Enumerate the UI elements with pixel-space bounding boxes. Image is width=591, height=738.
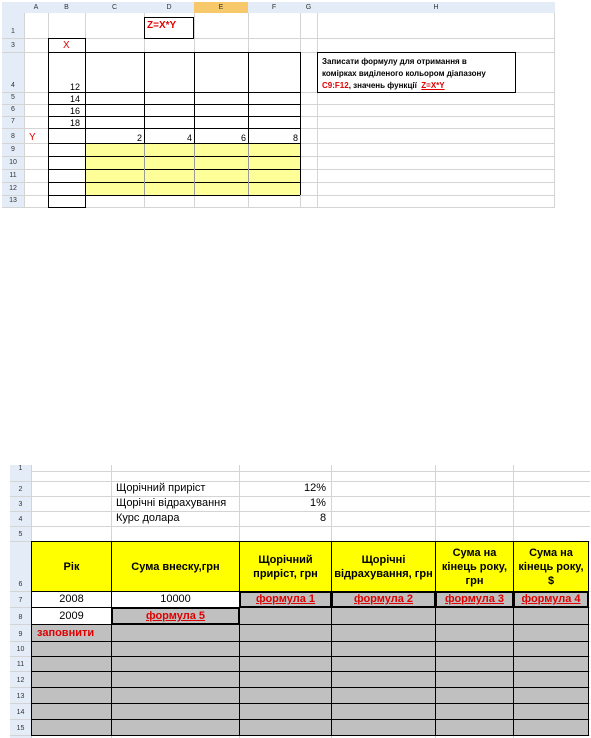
header-end-sum-usd[interactable]: Сума на кінець року, $ xyxy=(513,541,589,592)
x-values-column xyxy=(48,52,86,208)
spreadsheet-top xyxy=(2,2,555,208)
formula-title-text: Z=X*Y xyxy=(147,20,177,31)
x-value-2: 14 xyxy=(70,94,81,104)
header-growth[interactable]: Щорічний приріст, грн xyxy=(239,541,332,592)
param-growth-label: Щорічний приріст xyxy=(116,482,206,494)
param-rate-value[interactable]: 8 xyxy=(320,512,327,524)
col-header-h[interactable]: H xyxy=(317,2,555,13)
cell-formula-4[interactable]: формула 4 xyxy=(513,591,589,608)
row-num-9[interactable]: 9 xyxy=(10,631,31,641)
param-rate-label: Курс долара xyxy=(116,512,180,524)
cell-formula-2[interactable]: формула 2 xyxy=(331,591,436,608)
y-value-3: 6 xyxy=(241,133,247,143)
header-deductions[interactable]: Щорічні відрахування, грн xyxy=(331,541,436,592)
grid-c-top[interactable] xyxy=(85,52,145,144)
task-note-line1: Записати формулу для отримання в xyxy=(322,57,467,66)
cell-a7-year[interactable]: 2008 xyxy=(31,591,112,608)
x-value-4: 18 xyxy=(70,118,81,128)
cell-formula-5[interactable]: формула 5 xyxy=(111,607,240,625)
param-deduct-label: Щорічні відрахування xyxy=(116,497,227,509)
y-value-4: 8 xyxy=(293,133,299,143)
row-number-13[interactable]: 13 xyxy=(2,197,24,207)
header-deposit[interactable]: Сума внеску,грн xyxy=(111,541,240,592)
row-number-9[interactable]: 9 xyxy=(2,146,24,156)
y-value-1: 2 xyxy=(137,133,143,143)
x-label: X xyxy=(63,40,70,51)
row-num-10[interactable]: 10 xyxy=(10,646,31,656)
col-header-f[interactable]: F xyxy=(248,2,300,13)
row-num-7[interactable]: 7 xyxy=(10,597,31,607)
row-number-10[interactable]: 10 xyxy=(2,159,24,169)
y-label: Y xyxy=(29,132,36,143)
y-value-2: 4 xyxy=(187,133,193,143)
row-number-8[interactable]: 8 xyxy=(2,133,24,143)
task-note xyxy=(317,52,516,93)
grid-e-top[interactable] xyxy=(194,52,249,144)
task-note-line2: комірках виділеного кольором діапазону xyxy=(322,69,486,78)
cell-a8-year[interactable]: 2009 xyxy=(31,607,112,625)
row-num-4[interactable]: 4 xyxy=(10,516,31,526)
row-number-6[interactable]: 6 xyxy=(2,106,24,116)
row-num-13[interactable]: 13 xyxy=(10,693,31,703)
row-num-5[interactable]: 5 xyxy=(10,531,31,541)
row-num-1[interactable]: 1 xyxy=(10,465,31,472)
cell-formula-1[interactable]: формула 1 xyxy=(239,591,332,608)
spreadsheet-bottom xyxy=(10,465,590,738)
col-header-a[interactable]: A xyxy=(24,2,48,13)
param-growth-value[interactable]: 12% xyxy=(304,482,327,494)
x-value-1: 12 xyxy=(70,82,81,92)
col-header-g[interactable]: G xyxy=(300,2,317,13)
row-number-3[interactable]: 3 xyxy=(2,42,24,52)
param-deduct-value[interactable]: 1% xyxy=(310,497,326,509)
row-num-14[interactable]: 14 xyxy=(10,709,31,719)
row-number-12[interactable]: 12 xyxy=(2,185,24,195)
col-header-c[interactable]: C xyxy=(85,2,144,13)
fill-label: заповнити xyxy=(37,627,95,639)
grid-f-top[interactable] xyxy=(248,52,301,144)
row-num-6[interactable]: 6 xyxy=(10,581,31,591)
row-number-5[interactable]: 5 xyxy=(2,94,24,104)
row-num-8[interactable]: 8 xyxy=(10,614,31,624)
row-number-11[interactable]: 11 xyxy=(2,172,24,182)
header-year[interactable]: Рік xyxy=(31,541,112,592)
header-end-sum-uah[interactable]: Сума на кінець року, грн xyxy=(435,541,514,592)
x-value-3: 16 xyxy=(70,106,81,116)
task-note-func: Z=X*Y xyxy=(421,81,445,90)
row-number-1[interactable]: 1 xyxy=(2,28,24,38)
row-num-11[interactable]: 11 xyxy=(10,661,31,671)
grid-d-top[interactable] xyxy=(144,52,195,144)
col-header-b[interactable]: B xyxy=(48,2,85,13)
cell-b7-deposit[interactable]: 10000 xyxy=(111,591,240,608)
cell-formula-3[interactable]: формула 3 xyxy=(435,591,514,608)
row-num-12[interactable]: 12 xyxy=(10,677,31,687)
col-header-e[interactable]: E xyxy=(194,2,248,13)
col-header-d[interactable]: D xyxy=(144,2,194,13)
fill-region-top[interactable] xyxy=(240,608,589,624)
row-num-2[interactable]: 2 xyxy=(10,486,31,496)
row-number-4[interactable]: 4 xyxy=(2,82,24,92)
corner-cell[interactable] xyxy=(2,2,24,13)
task-note-mid: , значень функції xyxy=(348,81,417,90)
row-num-15[interactable]: 15 xyxy=(10,725,31,735)
row-number-7[interactable]: 7 xyxy=(2,118,24,128)
task-note-range: C9:F12 xyxy=(322,81,349,90)
row-num-3[interactable]: 3 xyxy=(10,501,31,511)
